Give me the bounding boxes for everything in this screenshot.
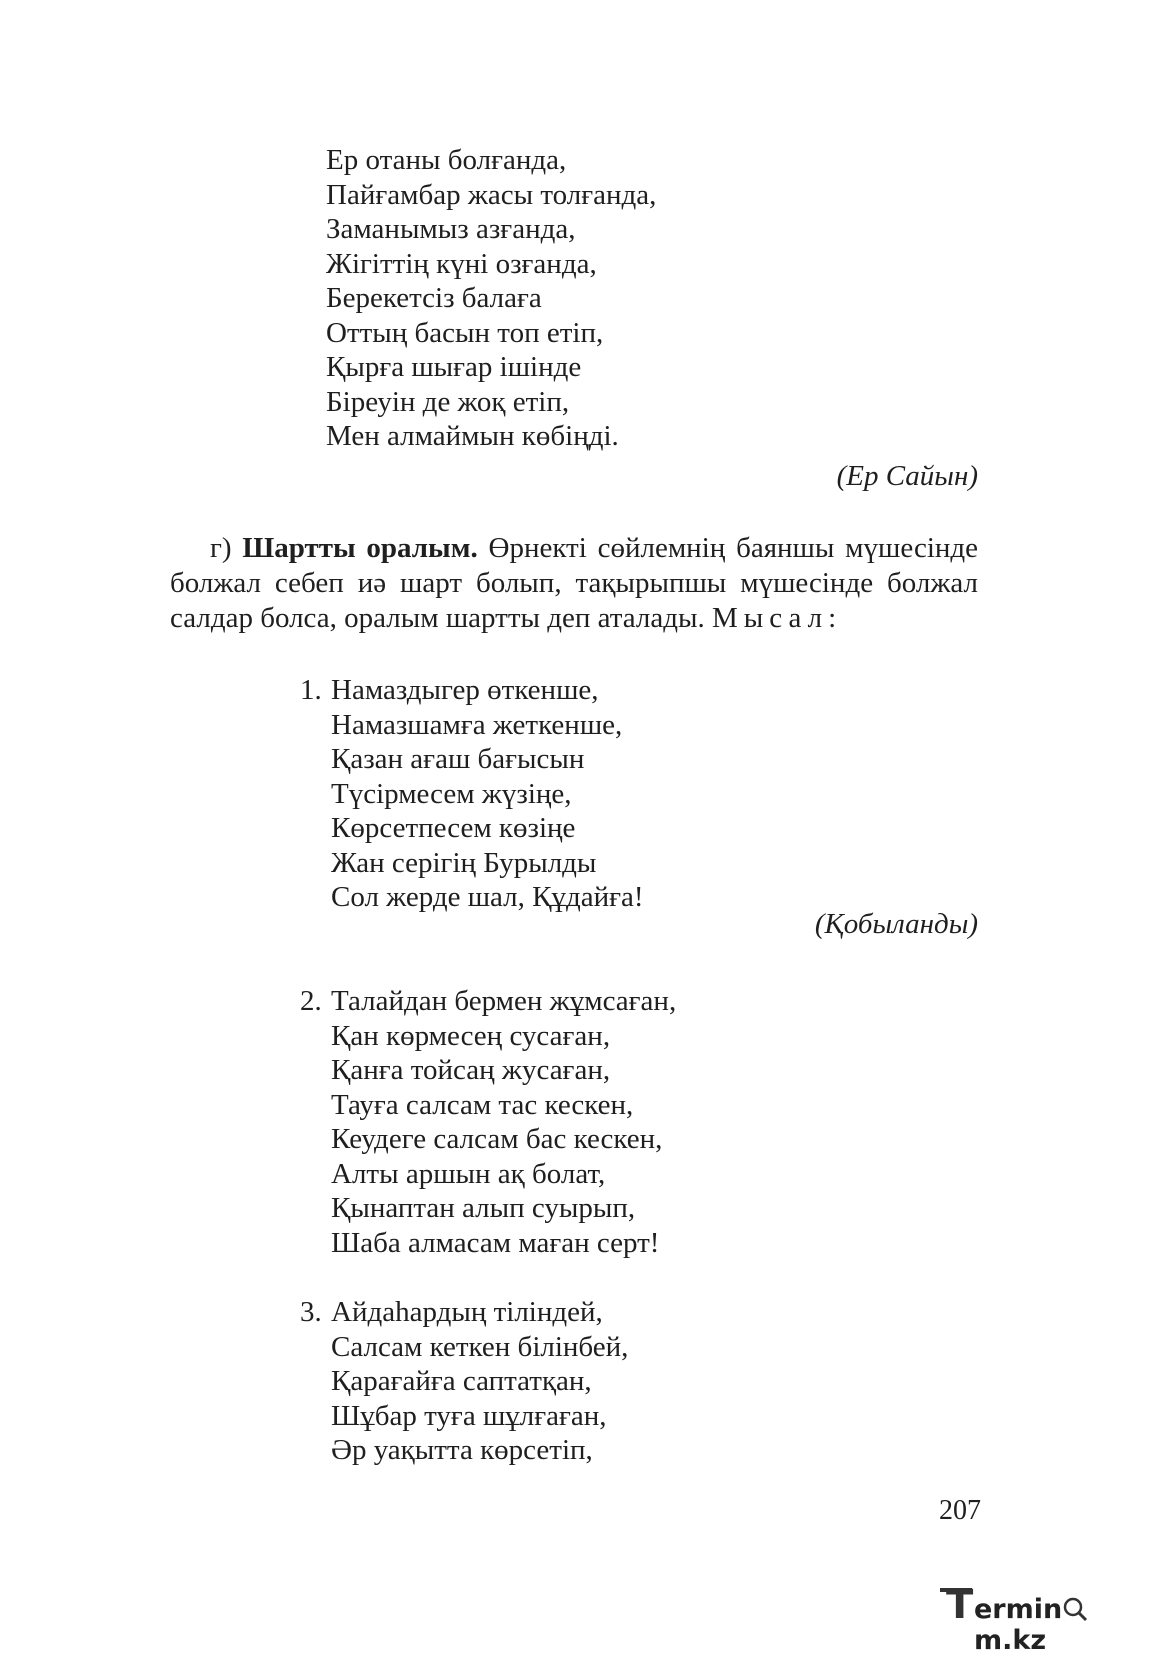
source-citation: (Қобыланды) (814, 908, 978, 940)
verse-line: Шұбар туға шұлғаған, (331, 1399, 607, 1432)
verse-line: Қарағайға саптатқан, (331, 1365, 592, 1397)
verse-line: Тауға салсам тас кескен, (331, 1088, 634, 1121)
example-1 (300, 673, 644, 915)
verse-line: Қазан ағаш бағысын (331, 743, 585, 775)
verse-line: Берекетсіз балаға (326, 282, 542, 314)
verse-line: Сол жерде шал, Құдайға! (331, 881, 644, 913)
example-number: 2. (300, 985, 322, 1017)
verse-line: Қынаптан алып суырып, (331, 1192, 636, 1224)
definition-paragraph (170, 531, 978, 636)
verse-line: Пайғамбар жасы толғанда, (326, 178, 657, 211)
example-number: 3. (300, 1296, 322, 1328)
verse-line: Біреуін де жоқ етіп, (326, 385, 570, 418)
term-heading: Шартты оралым. (242, 532, 478, 564)
stanza-er-sayin (326, 143, 656, 454)
verse-line: Қанға тойсаң жусаған, (331, 1054, 611, 1086)
page-number: 207 (939, 1495, 981, 1526)
verse-line: Кеудеге салсам бас кескен, (331, 1123, 663, 1155)
magnifier-icon (1062, 1596, 1088, 1622)
source-citation: (Ер Сайын) (836, 460, 978, 492)
example-2 (300, 984, 677, 1260)
verse-line: Әр уақытта көрсетіп, (331, 1434, 593, 1466)
verse-line: Шаба алмасам маған серт! (331, 1226, 660, 1259)
verse-line: Қырға шығар ішінде (326, 351, 582, 383)
verse-line: Мен алмаймын көбіңді. (326, 420, 619, 452)
logo-letter: T (946, 1582, 974, 1628)
verse-line: 3. Айдаһардың тіліндей, (300, 1296, 603, 1328)
verse-line: Жігіттің күні озғанда, (326, 247, 597, 280)
verse-line: Ер отаны болғанда, (326, 144, 567, 176)
verse-line: Намазшамға жеткенше, (331, 708, 623, 741)
logo-text: erminm.kz (974, 1594, 1150, 1656)
verse-line: Салсам кеткен білінбей, (331, 1330, 629, 1363)
paragraph-text: Өрнекті сөйлемнің баяншы мүшесінде болжал себеп иә шарт болып, тақырыпшы мүшесінде болжал салдар болса, оралым шартты деп аталады. (170, 532, 979, 634)
verse-line: 1. Намаздыгер өткенше, (300, 674, 599, 706)
verse-line: Алты аршын ақ болат, (331, 1157, 606, 1190)
verse-line: Көрсетпесем көзіңе (331, 812, 576, 844)
example-number: 1. (300, 674, 322, 706)
example-3 (300, 1295, 629, 1468)
verse-line: Түсірмесем жүзіңе, (331, 777, 572, 810)
verse-line: Жан серігің Бурылды (331, 846, 597, 879)
verse-line: 2. Талайдан бермен жұмсаған, (300, 985, 677, 1017)
verse-line: Қан көрмесең сусаған, (331, 1019, 611, 1052)
example-word: Мысал: (711, 602, 843, 634)
item-label: г) (210, 532, 232, 564)
terminkom-logo (940, 1582, 1150, 1656)
verse-line: Оттың басын топ етіп, (326, 316, 604, 349)
verse-line: Заманымыз азғанда, (326, 213, 576, 245)
